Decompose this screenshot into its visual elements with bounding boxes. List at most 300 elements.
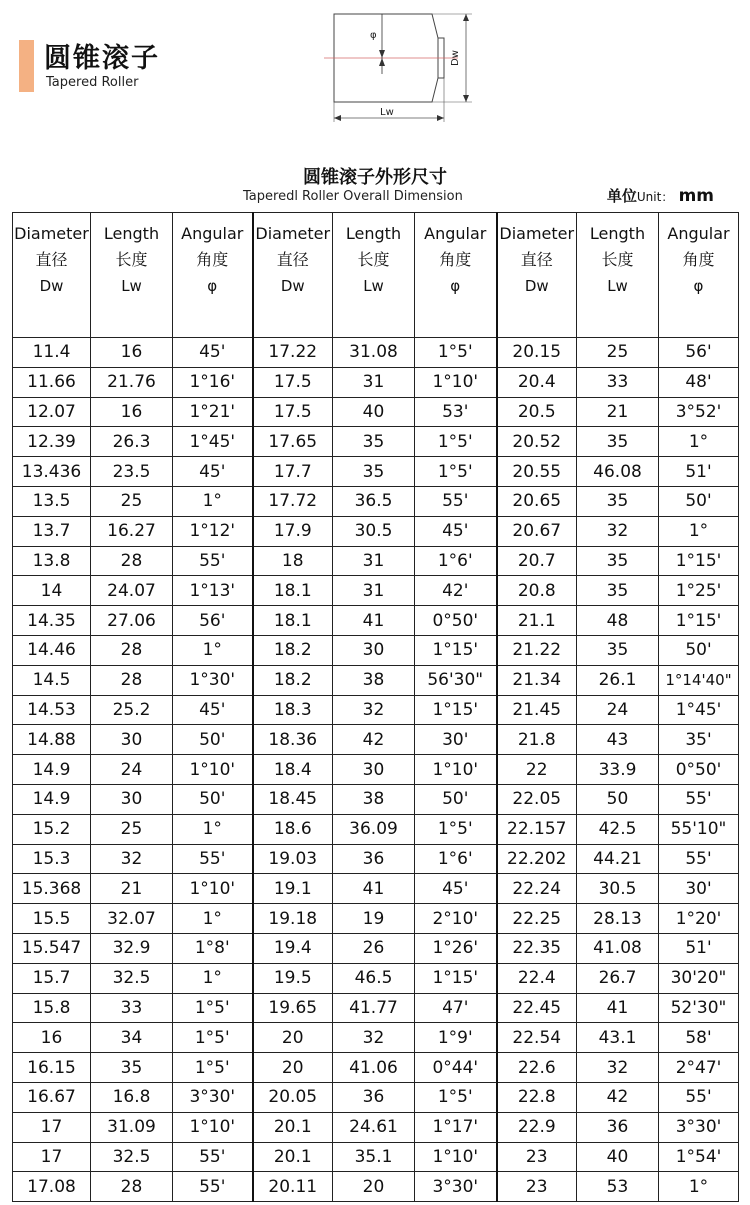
table-cell: 1°	[173, 635, 253, 665]
table-cell: 36.5	[333, 486, 415, 516]
table-cell: 56'	[659, 338, 739, 368]
table-cell: 1°6'	[415, 844, 497, 874]
column-header-sym: φ	[693, 277, 704, 295]
table-cell: 16	[91, 397, 173, 427]
table-cell: 13.8	[13, 546, 91, 576]
table-cell: 25	[577, 338, 659, 368]
table-cell: 22.202	[497, 844, 577, 874]
column-header-sym: Lw	[363, 277, 384, 295]
table-body	[13, 338, 739, 1202]
table-cell: 30'	[415, 725, 497, 755]
table-row	[13, 397, 739, 427]
table-cell: 30	[91, 784, 173, 814]
table-cell: 1°5'	[415, 338, 497, 368]
table-cell: 20	[253, 1053, 333, 1083]
table-cell: 15.7	[13, 963, 91, 993]
table-row	[13, 486, 739, 516]
table-row	[13, 367, 739, 397]
table-cell: 21	[91, 874, 173, 904]
table-cell: 31	[333, 576, 415, 606]
table-cell: 1°5'	[415, 427, 497, 457]
column-header-cn: 长度	[601, 250, 634, 269]
table-cell: 1°15'	[415, 695, 497, 725]
column-header-sym: φ	[450, 277, 461, 295]
table-row	[13, 1172, 739, 1202]
table-cell: 45'	[173, 695, 253, 725]
table-cell: 20.11	[253, 1172, 333, 1202]
table-cell: 40	[333, 397, 415, 427]
table-cell: 1°14'40"	[659, 665, 739, 695]
table-cell: 42	[577, 1082, 659, 1112]
table-cell: 47'	[415, 993, 497, 1023]
table-cell: 34	[91, 1023, 173, 1053]
table-cell: 15.368	[13, 874, 91, 904]
table-cell: 35	[333, 457, 415, 487]
table-cell: 32	[577, 516, 659, 546]
table-cell: 55'	[659, 844, 739, 874]
table-cell: 45'	[415, 516, 497, 546]
table-cell: 18	[253, 546, 333, 576]
table-cell: 16.67	[13, 1082, 91, 1112]
table-cell: 20.7	[497, 546, 577, 576]
table-cell: 32.07	[91, 904, 173, 934]
table-row	[13, 1082, 739, 1112]
table-cell: 18.36	[253, 725, 333, 755]
table-cell: 55'	[173, 546, 253, 576]
table-cell: 32.5	[91, 963, 173, 993]
table-cell: 14.9	[13, 755, 91, 785]
column-header-cn: 角度	[196, 250, 229, 269]
table-cell: 45'	[173, 338, 253, 368]
table-cell: 30.5	[333, 516, 415, 546]
column-header-en: Diameter	[255, 224, 331, 243]
column-header-cn: 直径	[520, 250, 553, 269]
table-cell: 36	[333, 1082, 415, 1112]
table-row	[13, 1023, 739, 1053]
table-cell: 28.13	[577, 904, 659, 934]
table-cell: 1°10'	[173, 755, 253, 785]
table-cell: 17.9	[253, 516, 333, 546]
table-cell: 41.06	[333, 1053, 415, 1083]
table-cell: 51'	[659, 457, 739, 487]
table-cell: 32	[333, 1023, 415, 1053]
table-cell: 1°	[659, 516, 739, 546]
table-cell: 44.21	[577, 844, 659, 874]
table-cell: 1°21'	[173, 397, 253, 427]
table-row	[13, 725, 739, 755]
table-cell: 13.436	[13, 457, 91, 487]
column-header-en: Angular	[181, 224, 244, 243]
column-header-cn: 长度	[115, 250, 148, 269]
table-row	[13, 606, 739, 636]
table-cell: 1°	[173, 814, 253, 844]
table-cell: 21.34	[497, 665, 577, 695]
table-cell: 1°6'	[415, 546, 497, 576]
table-cell: 41	[333, 874, 415, 904]
table-cell: 3°52'	[659, 397, 739, 427]
table-cell: 18.3	[253, 695, 333, 725]
phi-label: φ	[370, 30, 377, 41]
table-cell: 1°9'	[415, 1023, 497, 1053]
table-cell: 0°50'	[659, 755, 739, 785]
table-cell: 12.39	[13, 427, 91, 457]
table-cell: 55'	[173, 1142, 253, 1172]
table-cell: 1°15'	[415, 635, 497, 665]
table-cell: 3°30'	[173, 1082, 253, 1112]
table-cell: 1°5'	[415, 457, 497, 487]
column-header	[173, 213, 253, 338]
table-cell: 20.65	[497, 486, 577, 516]
table-cell: 1°5'	[415, 814, 497, 844]
table-row	[13, 904, 739, 934]
table-cell: 1°10'	[415, 1142, 497, 1172]
table-cell: 23.5	[91, 457, 173, 487]
table-cell: 1°45'	[659, 695, 739, 725]
table-cell: 56'	[173, 606, 253, 636]
table-cell: 56'30"	[415, 665, 497, 695]
table-cell: 35	[577, 576, 659, 606]
table-cell: 19	[333, 904, 415, 934]
table-cell: 35'	[659, 725, 739, 755]
column-header-en: Length	[589, 224, 646, 243]
table-cell: 16.15	[13, 1053, 91, 1083]
table-cell: 26	[333, 933, 415, 963]
table-cell: 19.03	[253, 844, 333, 874]
table-cell: 55'	[173, 1172, 253, 1202]
table-cell: 15.8	[13, 993, 91, 1023]
table-cell: 24	[91, 755, 173, 785]
table-cell: 1°54'	[659, 1142, 739, 1172]
table-cell: 48	[577, 606, 659, 636]
table-cell: 14.5	[13, 665, 91, 695]
table-row	[13, 516, 739, 546]
dimension-table	[12, 212, 739, 1202]
table-cell: 17.72	[253, 486, 333, 516]
accent-bar	[19, 40, 34, 92]
table-cell: 1°10'	[173, 874, 253, 904]
column-header-en: Angular	[667, 224, 730, 243]
table-cell: 36.09	[333, 814, 415, 844]
table-cell: 20.55	[497, 457, 577, 487]
table-cell: 17.5	[253, 397, 333, 427]
column-header	[13, 213, 91, 338]
table-cell: 30'	[659, 874, 739, 904]
table-cell: 14.88	[13, 725, 91, 755]
table-cell: 1°45'	[173, 427, 253, 457]
table-cell: 17.22	[253, 338, 333, 368]
table-row	[13, 784, 739, 814]
table-cell: 41.77	[333, 993, 415, 1023]
table-cell: 1°16'	[173, 367, 253, 397]
table-cell: 1°10'	[415, 367, 497, 397]
table-row	[13, 695, 739, 725]
table-cell: 58'	[659, 1023, 739, 1053]
table-cell: 42.5	[577, 814, 659, 844]
table-row	[13, 427, 739, 457]
table-cell: 35.1	[333, 1142, 415, 1172]
table-cell: 21.1	[497, 606, 577, 636]
table-cell: 55'	[659, 784, 739, 814]
table-cell: 18.2	[253, 665, 333, 695]
table-cell: 22	[497, 755, 577, 785]
table-cell: 36	[333, 844, 415, 874]
table-cell: 18.2	[253, 635, 333, 665]
table-row	[13, 338, 739, 368]
header-row	[13, 213, 739, 338]
column-header	[659, 213, 739, 338]
table-cell: 18.6	[253, 814, 333, 844]
table-cell: 16	[91, 338, 173, 368]
table-cell: 31.08	[333, 338, 415, 368]
table-cell: 17.7	[253, 457, 333, 487]
table-cell: 30	[333, 755, 415, 785]
table-row	[13, 963, 739, 993]
column-header-en: Diameter	[14, 224, 89, 243]
table-cell: 1°	[659, 1172, 739, 1202]
table-cell: 17.5	[253, 367, 333, 397]
table-cell: 15.547	[13, 933, 91, 963]
table-row	[13, 457, 739, 487]
table-cell: 50	[577, 784, 659, 814]
table-cell: 33	[577, 367, 659, 397]
table-cell: 14.46	[13, 635, 91, 665]
table-cell: 22.4	[497, 963, 577, 993]
table-cell: 48'	[659, 367, 739, 397]
table-cell: 15.2	[13, 814, 91, 844]
table-cell: 24.61	[333, 1112, 415, 1142]
table-cell: 19.18	[253, 904, 333, 934]
table-cell: 1°5'	[415, 1082, 497, 1112]
table-cell: 18.1	[253, 606, 333, 636]
column-header	[253, 213, 333, 338]
table-cell: 50'	[415, 784, 497, 814]
column-header-sym: Dw	[39, 277, 64, 295]
unit-mm: mm	[678, 186, 714, 206]
table-cell: 45'	[173, 457, 253, 487]
table-cell: 18.4	[253, 755, 333, 785]
table-cell: 28	[91, 635, 173, 665]
table-cell: 21.45	[497, 695, 577, 725]
table-cell: 1°	[173, 486, 253, 516]
column-header-cn: 角度	[682, 250, 715, 269]
table-cell: 55'10"	[659, 814, 739, 844]
table-cell: 50'	[173, 784, 253, 814]
table-cell: 38	[333, 784, 415, 814]
table-cell: 32.9	[91, 933, 173, 963]
table-cell: 28	[91, 665, 173, 695]
table-cell: 1°5'	[173, 993, 253, 1023]
table-cell: 30	[91, 725, 173, 755]
table-cell: 41.08	[577, 933, 659, 963]
table-row	[13, 1142, 739, 1172]
table-cell: 1°8'	[173, 933, 253, 963]
table-row	[13, 755, 739, 785]
table-cell: 33	[91, 993, 173, 1023]
table-cell: 35	[577, 546, 659, 576]
unit-en: Unit：	[636, 190, 674, 204]
table-cell: 13.7	[13, 516, 91, 546]
table-cell: 16.8	[91, 1082, 173, 1112]
column-header	[333, 213, 415, 338]
table-cell: 42	[333, 725, 415, 755]
table-row	[13, 933, 739, 963]
table-cell: 1°30'	[173, 665, 253, 695]
table-cell: 11.4	[13, 338, 91, 368]
table-cell: 3°30'	[415, 1172, 497, 1202]
table-cell: 50'	[173, 725, 253, 755]
table-cell: 25.2	[91, 695, 173, 725]
table-cell: 1°15'	[415, 963, 497, 993]
table-cell: 35	[91, 1053, 173, 1083]
table-cell: 21.8	[497, 725, 577, 755]
page-title: 圆锥滚子	[44, 43, 160, 74]
table-cell: 20.1	[253, 1112, 333, 1142]
column-header-en: Length	[103, 224, 160, 243]
table-cell: 0°50'	[415, 606, 497, 636]
page-subtitle: Tapered Roller	[46, 75, 139, 90]
column-header	[577, 213, 659, 338]
table-cell: 2°47'	[659, 1053, 739, 1083]
column-header-en: Angular	[424, 224, 487, 243]
table-cell: 23	[497, 1142, 577, 1172]
table-cell: 22.24	[497, 874, 577, 904]
table-cell: 32	[91, 844, 173, 874]
table-cell: 20.67	[497, 516, 577, 546]
table-cell: 15.3	[13, 844, 91, 874]
table-cell: 22.9	[497, 1112, 577, 1142]
table-cell: 20.5	[497, 397, 577, 427]
table-cell: 50'	[659, 486, 739, 516]
table-cell: 20.05	[253, 1082, 333, 1112]
table-cell: 17.08	[13, 1172, 91, 1202]
table-cell: 17.65	[253, 427, 333, 457]
table-cell: 31	[333, 367, 415, 397]
unit-label	[607, 185, 714, 206]
table-cell: 22.25	[497, 904, 577, 934]
table-cell: 53'	[415, 397, 497, 427]
table-cell: 32	[333, 695, 415, 725]
table-cell: 20.52	[497, 427, 577, 457]
table-cell: 19.4	[253, 933, 333, 963]
table-cell: 1°	[173, 904, 253, 934]
table-cell: 22.8	[497, 1082, 577, 1112]
table-row	[13, 844, 739, 874]
table-cell: 41	[333, 606, 415, 636]
table-cell: 22.35	[497, 933, 577, 963]
table-cell: 53	[577, 1172, 659, 1202]
table-cell: 25	[91, 814, 173, 844]
table-row	[13, 874, 739, 904]
table-cell: 13.5	[13, 486, 91, 516]
table-cell: 35	[577, 486, 659, 516]
table-cell: 1°17'	[415, 1112, 497, 1142]
table-cell: 51'	[659, 933, 739, 963]
table-cell: 20	[253, 1023, 333, 1053]
table-cell: 35	[333, 427, 415, 457]
table-cell: 35	[577, 635, 659, 665]
table-cell: 31	[333, 546, 415, 576]
table-cell: 12.07	[13, 397, 91, 427]
column-header	[497, 213, 577, 338]
table-cell: 0°44'	[415, 1053, 497, 1083]
table-cell: 14.53	[13, 695, 91, 725]
table-cell: 1°	[659, 427, 739, 457]
column-header-cn: 角度	[439, 250, 472, 269]
table-cell: 17	[13, 1142, 91, 1172]
table-cell: 22.45	[497, 993, 577, 1023]
table-cell: 20.15	[497, 338, 577, 368]
column-header-sym: Dw	[524, 277, 549, 295]
roller-diagram	[320, 2, 480, 127]
lw-label: Lw	[380, 107, 394, 118]
table-cell: 18.1	[253, 576, 333, 606]
table-cell: 26.1	[577, 665, 659, 695]
table-cell: 21.76	[91, 367, 173, 397]
table-cell: 45'	[415, 874, 497, 904]
table-cell: 19.1	[253, 874, 333, 904]
table-title: 圆锥滚子外形尺寸	[303, 167, 447, 188]
table-row	[13, 1053, 739, 1083]
table-cell: 55'	[415, 486, 497, 516]
table-cell: 43.1	[577, 1023, 659, 1053]
table-cell: 21	[577, 397, 659, 427]
table-cell: 22.157	[497, 814, 577, 844]
table-cell: 3°30'	[659, 1112, 739, 1142]
column-header-sym: φ	[207, 277, 218, 295]
column-header-cn: 长度	[357, 250, 390, 269]
column-header-cn: 直径	[276, 250, 309, 269]
table-cell: 24	[577, 695, 659, 725]
dw-label: Dw	[450, 50, 461, 66]
table-cell: 17	[13, 1112, 91, 1142]
table-cell: 21.22	[497, 635, 577, 665]
table-cell: 28	[91, 546, 173, 576]
table-cell: 32	[577, 1053, 659, 1083]
table-cell: 41	[577, 993, 659, 1023]
table-subtitle: Taperedl Roller Overall Dimension	[243, 189, 463, 204]
table-cell: 46.5	[333, 963, 415, 993]
column-header	[415, 213, 497, 338]
table-row	[13, 576, 739, 606]
table-cell: 30'20"	[659, 963, 739, 993]
table-cell: 26.3	[91, 427, 173, 457]
table-cell: 1°13'	[173, 576, 253, 606]
table-row	[13, 814, 739, 844]
table-cell: 14.35	[13, 606, 91, 636]
table-cell: 1°20'	[659, 904, 739, 934]
table-cell: 43	[577, 725, 659, 755]
table-cell: 19.65	[253, 993, 333, 1023]
table-cell: 40	[577, 1142, 659, 1172]
table-cell: 1°25'	[659, 576, 739, 606]
table-cell: 1°10'	[415, 755, 497, 785]
table-cell: 16	[13, 1023, 91, 1053]
table-cell: 46.08	[577, 457, 659, 487]
table-cell: 22.54	[497, 1023, 577, 1053]
table-row	[13, 546, 739, 576]
column-header-sym: Lw	[121, 277, 142, 295]
table-cell: 31.09	[91, 1112, 173, 1142]
table-cell: 16.27	[91, 516, 173, 546]
table-cell: 27.06	[91, 606, 173, 636]
table-cell: 1°5'	[173, 1023, 253, 1053]
table-row	[13, 665, 739, 695]
table-cell: 1°15'	[659, 546, 739, 576]
table-cell: 19.5	[253, 963, 333, 993]
column-header-sym: Dw	[280, 277, 305, 295]
table-cell: 15.5	[13, 904, 91, 934]
column-header-en: Length	[345, 224, 402, 243]
